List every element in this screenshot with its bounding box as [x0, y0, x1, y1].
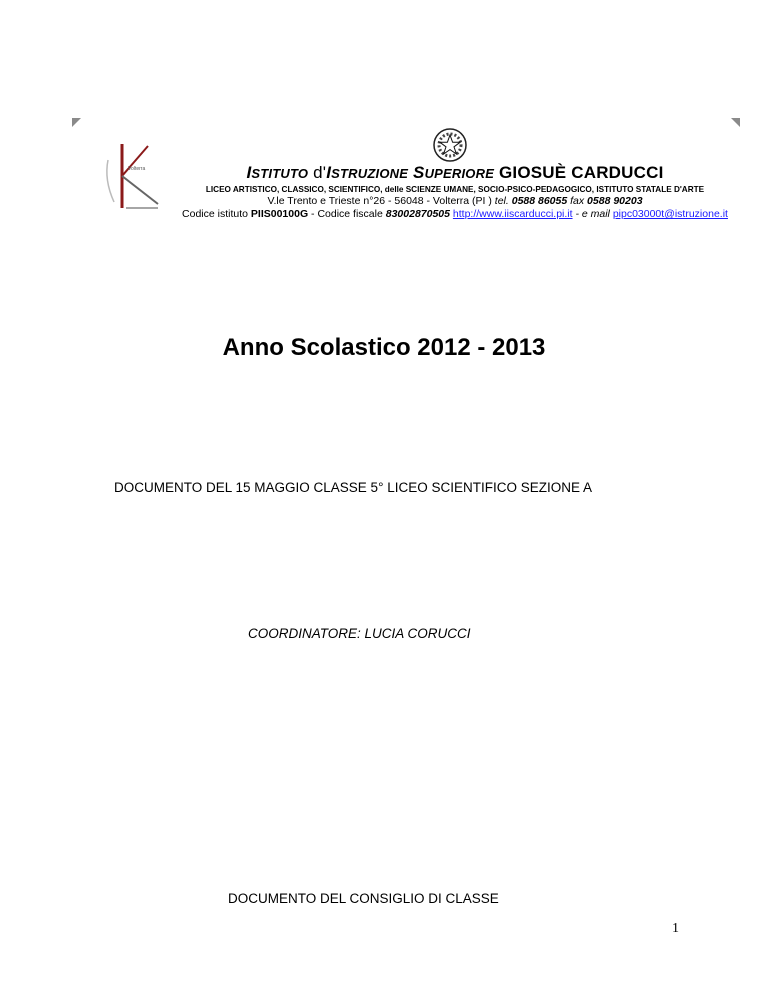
email-link[interactable]: pipc03000t@istruzione.it [612, 208, 728, 220]
institute-name: ISTITUTO d'ISTRUZIONE SUPERIORE GIOSUÈ CARDUCCI [246, 163, 664, 182]
institute-address: V.le Trento e Trieste n°26 - 56048 - Volterra (PI ) tel. 0588 86055 fax 0588 90203 [267, 195, 643, 207]
document-title: DOCUMENTO DEL 15 MAGGIO CLASSE 5° LICEO SCIENTIFICO SEZIONE A [114, 480, 593, 495]
coordinator-line: COORDINATORE: LUCIA CORUCCI [248, 626, 471, 641]
svg-text:Volterra: Volterra [128, 166, 146, 172]
school-logo [100, 140, 162, 212]
page-number: 1 [672, 921, 679, 936]
institute-codes: Codice istituto PIIS00100G - Codice fiscale 83002870505 http://www.iiscarducci.pi.it - e mail pipc03000t@istruzione.it [182, 208, 728, 220]
website-link[interactable]: http://www.iiscarducci.pi.it [452, 208, 573, 220]
council-document-heading: DOCUMENTO DEL CONSIGLIO DI CLASSE [228, 891, 499, 906]
corner-mark-right [731, 118, 740, 127]
institute-subtitle: LICEO ARTISTICO, CLASSICO, SCIENTIFICO, delle SCIENZE UMANE, SOCIO-PSICO-PEDAGOGICO, ISTITUTO STATALE D'ARTE [205, 185, 705, 194]
corner-mark-left [72, 118, 81, 127]
republic-emblem-icon [432, 127, 468, 163]
school-year-title: Anno Scolastico 2012 - 2013 [222, 334, 546, 361]
letterhead [160, 163, 750, 220]
